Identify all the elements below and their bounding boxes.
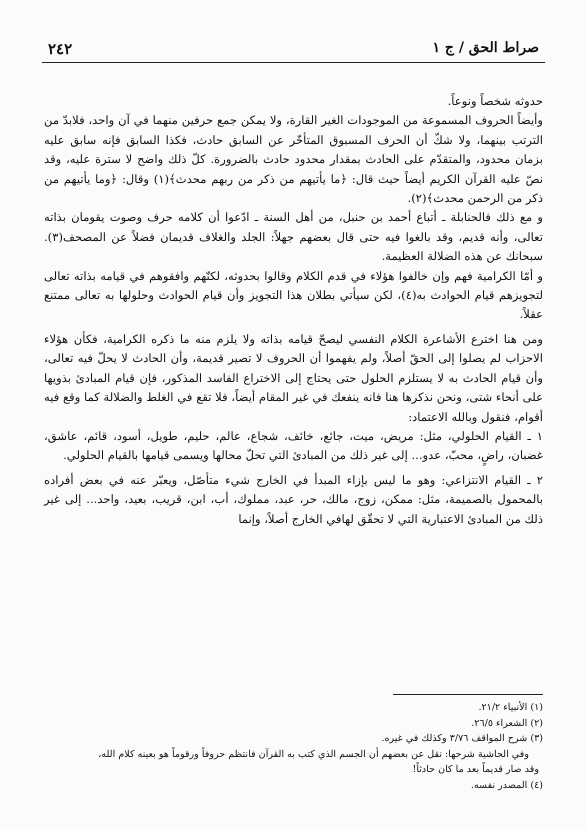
paragraph: ومن هنا اخترع الأشاعرة الكلام النفسي ليصحّ قيامه بذاته ولا يلزم منه ما ذكره الكرامية، فكأن هؤلاء الاحزاب لم يصلوا إلى الحقّ أصلاً، ولم يفهموا أن الحروف لا تصير قديمة، وأن الحادث لا يحلّ فيه تعالى، وأن قيام الحادث به لا يستلزم الحلول حتى يحتاج إلى الاختراع الفاسد المذكور، فإن قيام المبادئ بذويها على أنحاء شتى، ونحن نذكرها هنا فانه ينفعك في غير المقام أيضاً، فلا تقع في الغلط والضلالة كما وقع فيه أقوام، فنقول وبالله الاعتماد: xyxy=(44,331,543,424)
footnote: (٣) شرح المواقف ٣/٧٦ وكذلك في غيره. xyxy=(381,733,543,745)
paragraph: ٢ ـ القيام الانتزاعي: وهو ما ليس بإزاء المبدأ في الخارج شيء متأصّل، ويعبّر عنه في بعض أفراده بالمحمول بالصميمة، مثل: ممكن، زوج، مالك، حر، عبد، مملوك، أب، ابن، قريب، بعيد، واحد... إلى غير ذلك من المبادئ الاعتبارية التي لا تحقّق لهافي الخارج أصلاً، وإنما xyxy=(44,472,543,526)
paragraph: ١ ـ القيام الحلولي، مثل: مريض، ميت، جائع، خائف، شجاع، عالم، حليم، طويل، أسود، قائم، عاشق، غضبان، راضٍ، محبّ، عدو... إلى غير ذلك من المبادئ التي تحلّ محالها ويسمى قيامها بالقيام الحلولي. xyxy=(44,428,543,463)
running-title: صراط الحق / ج ١ xyxy=(432,40,539,56)
page-number: ٢٤٢ xyxy=(48,40,73,58)
footnote: (٢) الشعراء ٢٦/٥. xyxy=(471,717,543,729)
paragraph: حدوثه شخصاً ونوعاً. xyxy=(447,94,543,108)
paragraph: وأيضاً الحروف المسموعة من الموجودات الغير القارة، ولا يمكن جمع حرفين منهما في آن واحد، فلابدّ من الترتب بينهما، ولا شكّ أن الحرف المسبوق المتأخّر عن السابق حادث، فكذا السابق فإنه سابق عليه بزمان محدود، والمتقدّم على الحادث بمقدار محدود حادث بالضرورة. كلّ ذلك واضح لا سترة عليه، وقد نصّ عليه القرآن الكريم أيضاً حيث قال: ﴿ما يأتيهم من ذكر من ربهم محدث﴾(١) وقال: ﴿وما يأتيهم من ذكر من الرحمن محدث﴾(٢). xyxy=(44,113,544,206)
paragraph: و أمّا الكرامية فهم وإن خالفوا هؤلاء في قدم الكلام وقالوا بحدوثه، لكنّهم وافقوهم في قيامه بذاته تعالى لتجويزهم قيام الحوادث به(٤)، لكن سيأتي بطلان هذا التجويز وأن قيام الحوادث وحلولها به تعالى ممتنع عقلاً. xyxy=(44,268,543,322)
footnote: (١) الأنبياء ٢١/٢. xyxy=(478,702,543,713)
footnotes xyxy=(44,700,543,794)
page-header xyxy=(42,36,545,63)
footnote-continuation: وفي الحاشية شرحها: نقل عن بعضهم أن الجسم الذي كتب به القرآن فانتظم حروفاً ورقوماً هو بعينه كلام الله، xyxy=(98,748,529,760)
footnote: (٤) المصدر نفسه. xyxy=(470,779,543,791)
footnote-divider xyxy=(393,694,543,695)
body-text xyxy=(44,92,543,529)
footnote-continuation: وقد صار قديماً بعد ما كان حادثاً! xyxy=(412,764,539,776)
paragraph: و مع ذلك فالحنابلة ـ أتباع أحمد بن حنبل، من أهل السنة ـ ادّعوا أن كلامه حرف وصوت يقومان بذاته تعالى، وأنه قديم، وقد بالغوا فيه حتى قال بعضهم جهلاً: الجلد والغلاف قديمان فضلاً عن المصحف(٣). سبحانك عن هذه الضلالة العظيمة. xyxy=(44,210,543,264)
